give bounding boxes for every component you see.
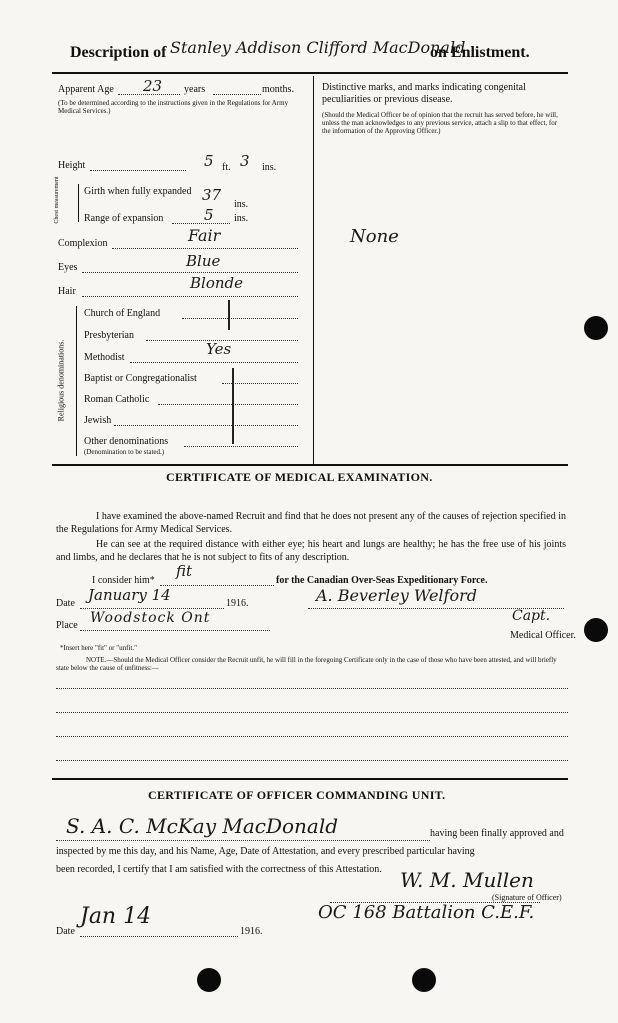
religion-pen-stroke-2 bbox=[232, 368, 234, 444]
inches-label: ins. bbox=[262, 162, 277, 173]
age-label: Apparent Age bbox=[58, 84, 114, 95]
marks-heading: Distinctive marks, and marks indicating congenital peculiarities or previous disease. bbox=[322, 82, 526, 105]
religion-dots-5 bbox=[114, 425, 298, 426]
chest-side-label: Chest measurement bbox=[54, 176, 60, 224]
title-suffix: on Enlistment. bbox=[430, 44, 530, 61]
medical-officer-signature: A. Beverley Welford bbox=[316, 586, 477, 605]
girth-label: Girth when fully expanded bbox=[84, 186, 192, 197]
age-value: 23 bbox=[143, 77, 163, 95]
age-note: (To be determined according to the instructions given in the Regulations for Army Medical Services.) bbox=[58, 99, 289, 115]
religion-dots-2 bbox=[130, 362, 298, 363]
religion-item-4: Roman Catholic bbox=[84, 394, 150, 405]
hair-value: Blonde bbox=[190, 274, 243, 292]
unfit-line-3 bbox=[56, 736, 568, 737]
consider-dots bbox=[160, 585, 274, 586]
unfit-line-4 bbox=[56, 760, 568, 761]
complexion-label: Complexion bbox=[58, 238, 108, 249]
medical-para-1: I have examined the above-named Recruit and find that he does not present any of the causes of rejection specified in the Regulations for Army Medical Services. bbox=[56, 511, 566, 535]
religion-item-0: Church of England bbox=[84, 308, 161, 319]
title-prefix: Description of bbox=[70, 44, 167, 61]
officer-rank: Capt. bbox=[512, 608, 551, 624]
months-dots bbox=[213, 94, 261, 95]
commanding-date-dots bbox=[80, 936, 238, 937]
feet-label: ft. bbox=[222, 162, 231, 173]
commanding-line-3: been recorded, I certify that I am satisfied with the correctness of this Attestation. bbox=[56, 864, 382, 875]
marks-note: (Should the Medical Officer be of opinion that the recruit has served before, he will, unless the man acknowledges to any previous service, attach a slip to that effect, for the information of the Approving Officer.) bbox=[322, 111, 558, 135]
height-feet: 5 bbox=[204, 152, 214, 170]
religion-item-5: Jewish bbox=[84, 415, 112, 426]
other-denomination-note: (Denomination to be stated.) bbox=[84, 448, 165, 456]
methodist-value: Yes bbox=[206, 340, 232, 358]
height-dots bbox=[90, 170, 186, 171]
hair-label: Hair bbox=[58, 286, 76, 297]
eyes-dots bbox=[82, 272, 298, 273]
unfit-note: NOTE.—Should the Medical Officer consider the Recruit unfit, he will fill in the foregoing Certificate only in the case of those who have been attested, and will briefly state below the cause of unfitness:— bbox=[56, 656, 557, 672]
column-divider bbox=[313, 76, 314, 464]
punch-hole-bottom-left bbox=[197, 968, 221, 992]
religion-item-3: Baptist or Congregationalist bbox=[84, 373, 197, 384]
medical-year-label: 1916. bbox=[226, 598, 249, 609]
unfit-line-2 bbox=[56, 712, 568, 713]
insert-note: *Insert here "fit" or "unfit." bbox=[60, 644, 137, 652]
punch-hole-top bbox=[584, 316, 608, 340]
medical-heading: CERTIFICATE OF MEDICAL EXAMINATION. bbox=[166, 470, 433, 484]
signature-of-officer-label: (Signature of Officer) bbox=[492, 893, 562, 902]
commanding-line-2: inspected by me this day, and his Name, Age, Date of Attestation, and every prescribed particular having bbox=[56, 846, 475, 857]
complexion-value: Fair bbox=[188, 226, 221, 245]
religion-dots-6 bbox=[184, 446, 298, 447]
religion-dots-4 bbox=[158, 404, 298, 405]
religion-item-1: Presbyterian bbox=[84, 330, 134, 341]
hair-dots bbox=[82, 296, 298, 297]
girth-ins-label: ins. bbox=[234, 199, 249, 210]
consider-label: I consider him* bbox=[92, 575, 155, 586]
commanding-date-value: Jan 14 bbox=[80, 904, 152, 929]
commanding-year-label: 1916. bbox=[240, 926, 263, 937]
religion-dots-0 bbox=[182, 318, 298, 319]
eyes-value: Blue bbox=[186, 252, 221, 270]
medical-date-label: Date bbox=[56, 598, 75, 609]
medical-section-rule bbox=[52, 778, 568, 780]
unfit-line-1 bbox=[56, 688, 568, 689]
complexion-dots bbox=[112, 248, 298, 249]
religion-pen-stroke-1 bbox=[228, 300, 230, 330]
eyes-label: Eyes bbox=[58, 262, 78, 273]
recruit-name: Stanley Addison Clifford MacDonald bbox=[170, 38, 466, 57]
header-rule bbox=[52, 72, 568, 74]
punch-hole-middle bbox=[584, 618, 608, 642]
range-label: Range of expansion bbox=[84, 213, 164, 224]
range-dots bbox=[172, 223, 230, 224]
consider-value: fit bbox=[176, 562, 193, 580]
marks-value: None bbox=[350, 226, 399, 247]
place-label: Place bbox=[56, 620, 78, 631]
commanding-name-dots bbox=[56, 840, 430, 841]
commanding-line-1: having been finally approved and bbox=[430, 828, 564, 839]
medical-para-2: He can see at the required distance with either eye; his heart and lungs are healthy; he has the free use of his joints and limbs, and he declares that he is not subject to fits of any description. bbox=[56, 539, 566, 563]
religion-brace bbox=[76, 306, 77, 456]
force-label: for the Canadian Over-Seas Expeditionary Force. bbox=[276, 575, 488, 586]
top-section-rule bbox=[52, 464, 568, 466]
religion-item-2: Methodist bbox=[84, 352, 125, 363]
months-label: months. bbox=[262, 84, 294, 95]
place-dots bbox=[80, 630, 270, 631]
religion-item-6: Other denominations bbox=[84, 436, 169, 447]
range-ins-label: ins. bbox=[234, 213, 249, 224]
religion-side-label: Religious denominations. bbox=[56, 339, 66, 422]
years-label: years bbox=[184, 84, 206, 95]
height-inches: 3 bbox=[240, 152, 250, 170]
battalion-label: OC 168 Battalion C.E.F. bbox=[318, 902, 535, 923]
chest-brace bbox=[78, 184, 79, 222]
punch-hole-bottom-right bbox=[412, 968, 436, 992]
girth-value: 37 bbox=[202, 186, 222, 204]
medical-officer-label: Medical Officer. bbox=[510, 630, 576, 641]
height-label: Height bbox=[58, 160, 86, 171]
range-value: 5 bbox=[204, 206, 214, 224]
place-value: Woodstock Ont bbox=[90, 610, 211, 626]
medical-date-value: January 14 bbox=[88, 586, 171, 604]
commanding-signature: W. M. Mullen bbox=[400, 868, 534, 892]
commanding-date-label: Date bbox=[56, 926, 75, 937]
commanding-heading: CERTIFICATE OF OFFICER COMMANDING UNIT. bbox=[148, 788, 446, 802]
commanding-recruit-name: S. A. C. McKay MacDonald bbox=[66, 814, 339, 838]
medical-date-dots bbox=[80, 608, 224, 609]
